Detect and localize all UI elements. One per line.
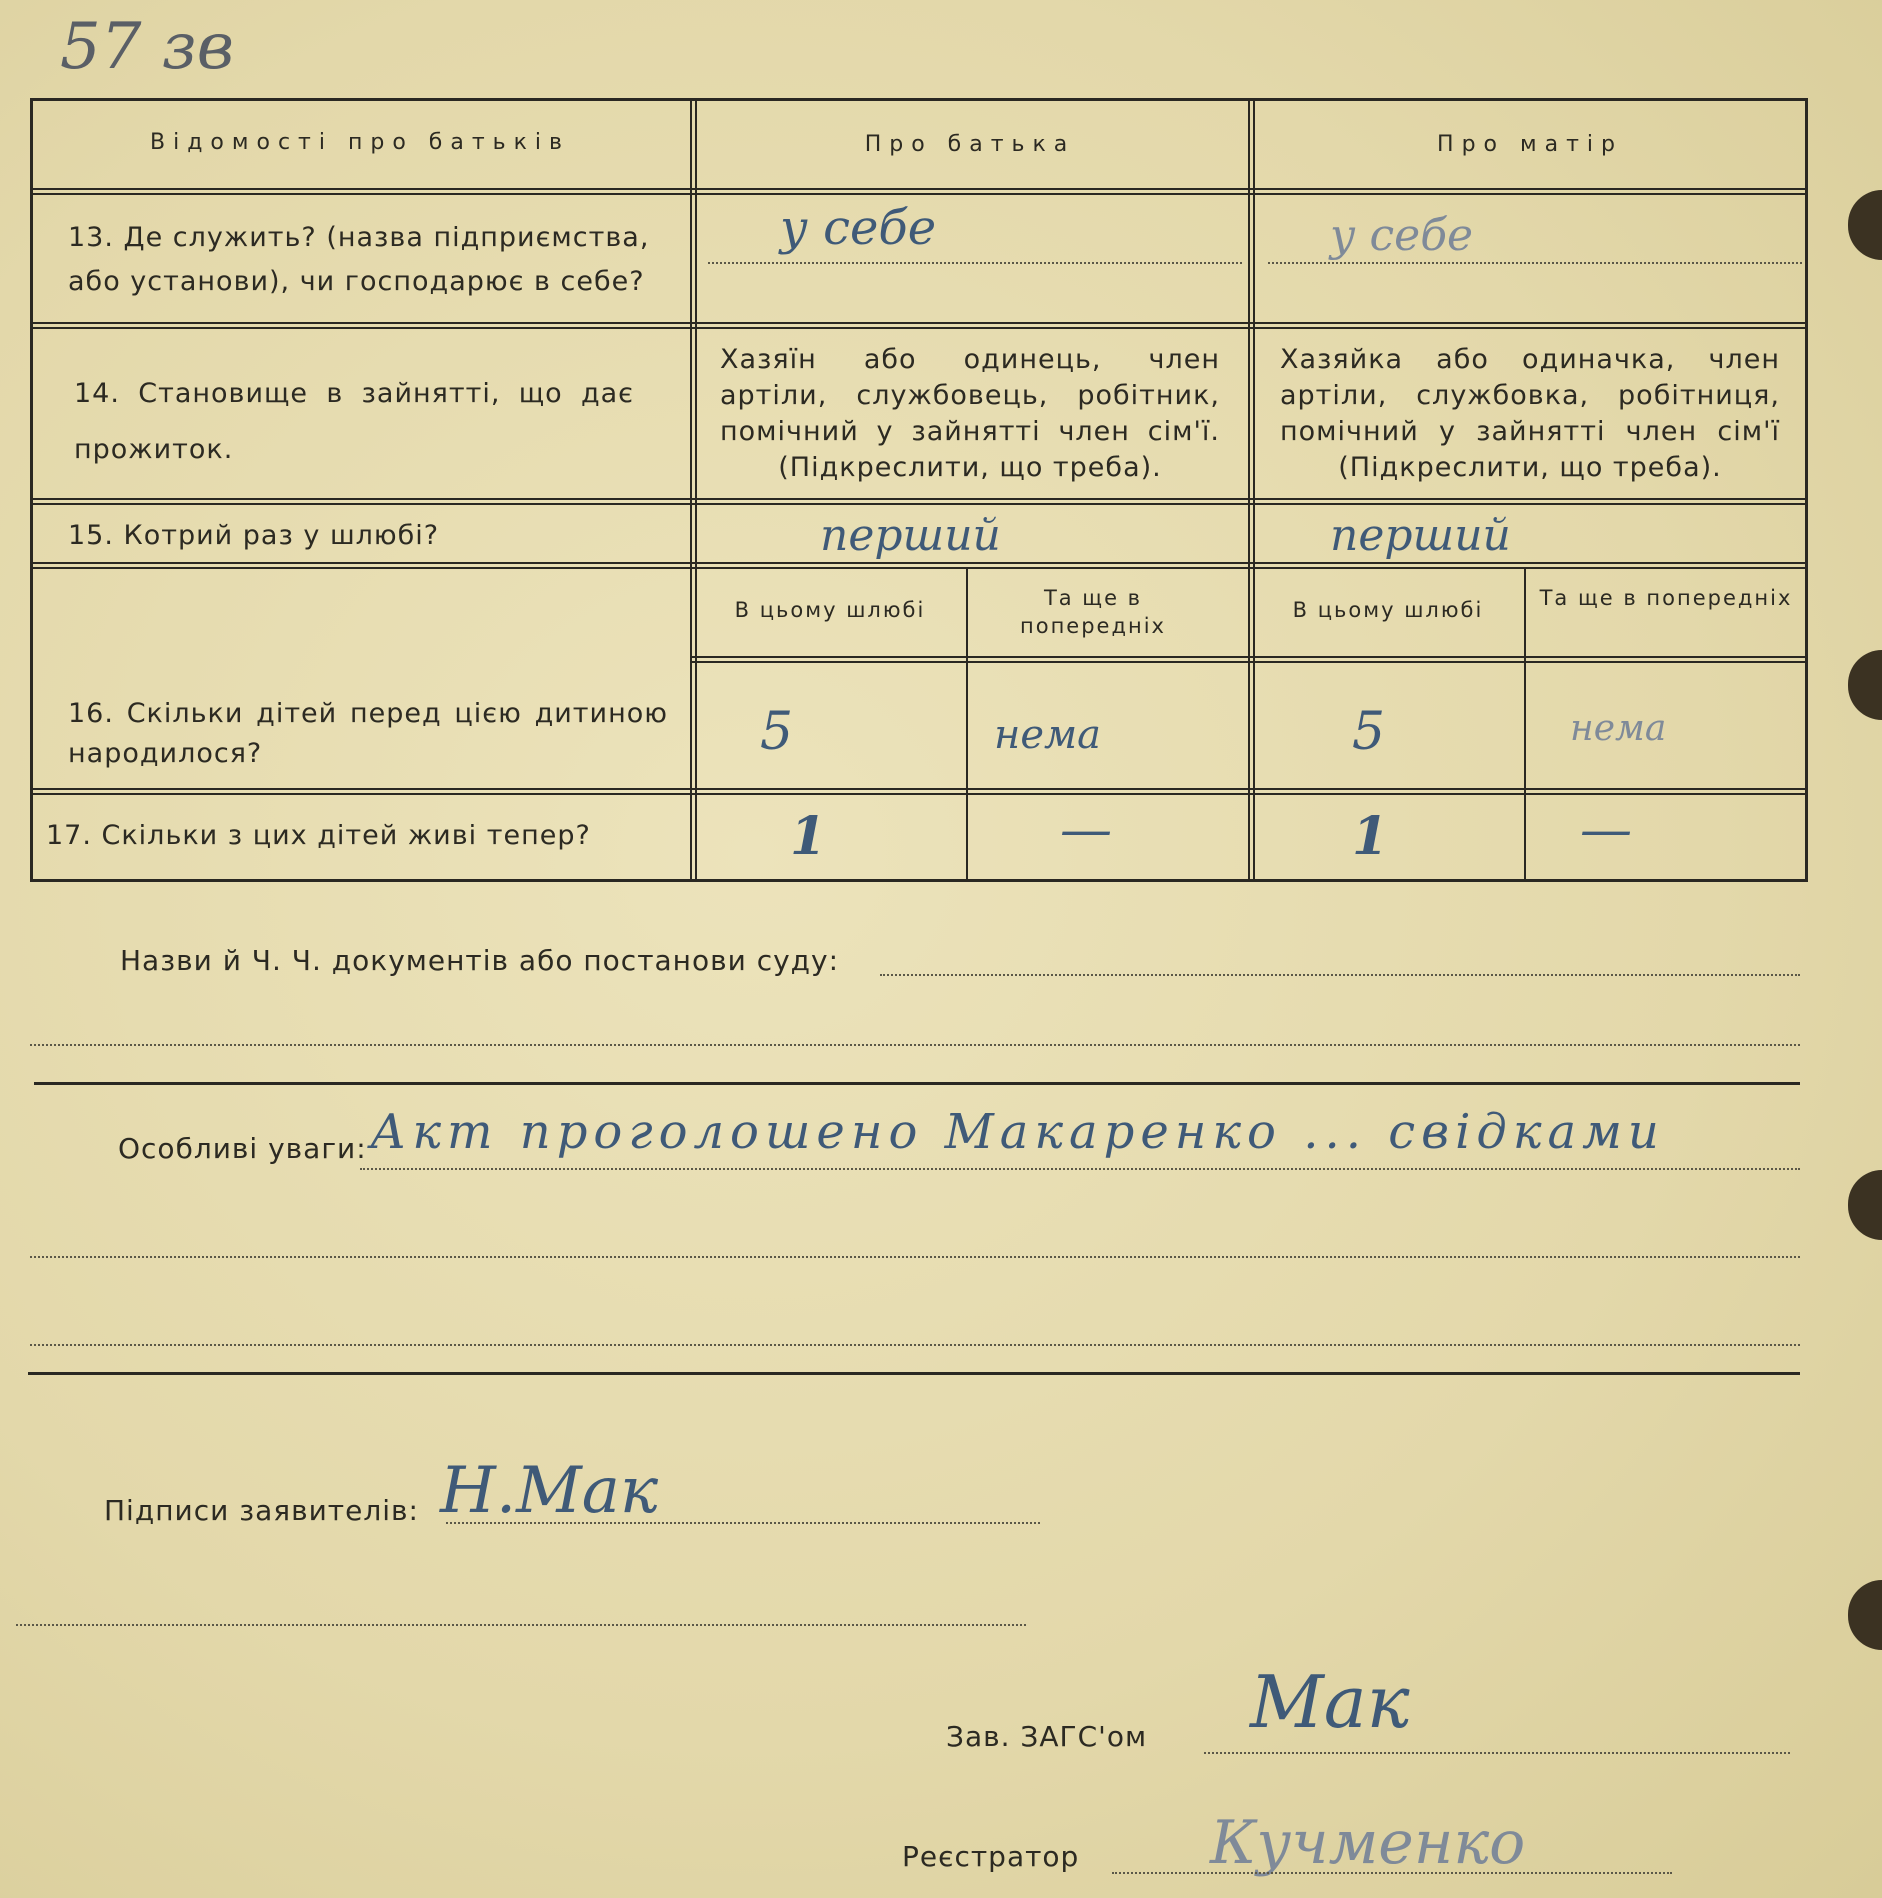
documents-label: Назви й Ч. Ч. документів або постанови суду: bbox=[120, 944, 840, 977]
dotted-line bbox=[880, 974, 1800, 976]
dotted-line bbox=[30, 1256, 1800, 1258]
father-alive-this: 1 bbox=[790, 806, 827, 867]
table-divider bbox=[30, 562, 1808, 564]
head-signature: Мак bbox=[1250, 1660, 1410, 1744]
father-workplace: у себе bbox=[780, 200, 937, 256]
mother-workplace: у себе bbox=[1330, 210, 1474, 261]
question-17: 17. Скільки з цих дітей живі тепер? bbox=[46, 820, 591, 851]
question-13: 13. Де служить? (назва підприємства, або установи), чи господарює в себе? bbox=[68, 222, 650, 297]
dotted-line bbox=[708, 262, 1242, 264]
mother-occupation-options: Хазяйка або одиначка, член артіли, службовка, робітниця, помічний у зайнятті член сім'ї (Підкреслити, що треба). bbox=[1280, 344, 1780, 483]
table-divider bbox=[30, 498, 1808, 500]
dotted-line bbox=[1268, 262, 1802, 264]
table-divider bbox=[30, 322, 1808, 324]
question-15: 15. Котрий раз у шлюбі? bbox=[68, 520, 440, 551]
registrar-label: Реєстратор bbox=[902, 1840, 1080, 1873]
remarks-label: Особливі уваги: bbox=[118, 1132, 367, 1165]
dotted-line bbox=[30, 1044, 1800, 1046]
mother-alive-this: 1 bbox=[1352, 806, 1389, 867]
applicants-label: Підписи заявителів: bbox=[104, 1494, 419, 1527]
archive-number: 57 зв bbox=[60, 10, 234, 84]
section-divider bbox=[34, 1082, 1800, 1085]
registrar-signature: Кучменко bbox=[1210, 1808, 1526, 1878]
dotted-line bbox=[1112, 1872, 1672, 1874]
question-14: 14. Становище в зайнятті, що дає прожиток. bbox=[74, 378, 634, 465]
subheader-previous: Та ще в попередніх bbox=[1539, 586, 1793, 610]
dotted-line bbox=[1204, 1752, 1790, 1754]
mother-children-this: 5 bbox=[1352, 702, 1386, 762]
question-16: 16. Скільки дітей перед цією дитиною народилося? bbox=[68, 698, 668, 769]
section-divider bbox=[28, 1372, 1800, 1375]
mother-marriage-count: перший bbox=[1330, 510, 1511, 561]
table-divider bbox=[30, 188, 1808, 190]
father-marriage-count: перший bbox=[820, 510, 1001, 561]
father-children-this: 5 bbox=[760, 702, 794, 762]
dotted-line bbox=[30, 1344, 1800, 1346]
table-divider bbox=[1248, 98, 1250, 882]
table-divider bbox=[966, 568, 968, 882]
subheader-this-marriage: В цьому шлюбі bbox=[1292, 598, 1484, 622]
father-occupation-options: Хазяїн або одинець, член артіли, службовець, робітник, помічний у зайнятті член сім'ї. (Підкреслити, що треба). bbox=[720, 344, 1220, 483]
dotted-line bbox=[16, 1624, 1026, 1626]
dotted-line bbox=[446, 1522, 1040, 1524]
dotted-line bbox=[360, 1168, 1800, 1170]
table-divider bbox=[30, 788, 1808, 790]
mother-children-previous: нема bbox=[1570, 708, 1667, 749]
father-alive-previous: — bbox=[1060, 800, 1112, 860]
head-label: Зав. ЗАГС'ом bbox=[946, 1720, 1148, 1753]
mother-alive-previous: — bbox=[1580, 800, 1632, 860]
table-divider bbox=[1524, 568, 1526, 882]
remarks-value: Акт проголошено Макаренко ... свідками bbox=[370, 1104, 1665, 1160]
subheader-this-marriage: В цьому шлюбі bbox=[734, 598, 926, 622]
father-children-previous: нема bbox=[994, 712, 1102, 758]
table-divider bbox=[690, 98, 692, 882]
header-father: Про батька bbox=[864, 132, 1076, 157]
header-info: Відомості про батьків bbox=[150, 130, 570, 155]
header-mother: Про матір bbox=[1437, 132, 1623, 157]
applicants-signature: Н.Мак bbox=[440, 1454, 659, 1528]
subheader-previous: Та ще в попередніх bbox=[1020, 586, 1166, 638]
